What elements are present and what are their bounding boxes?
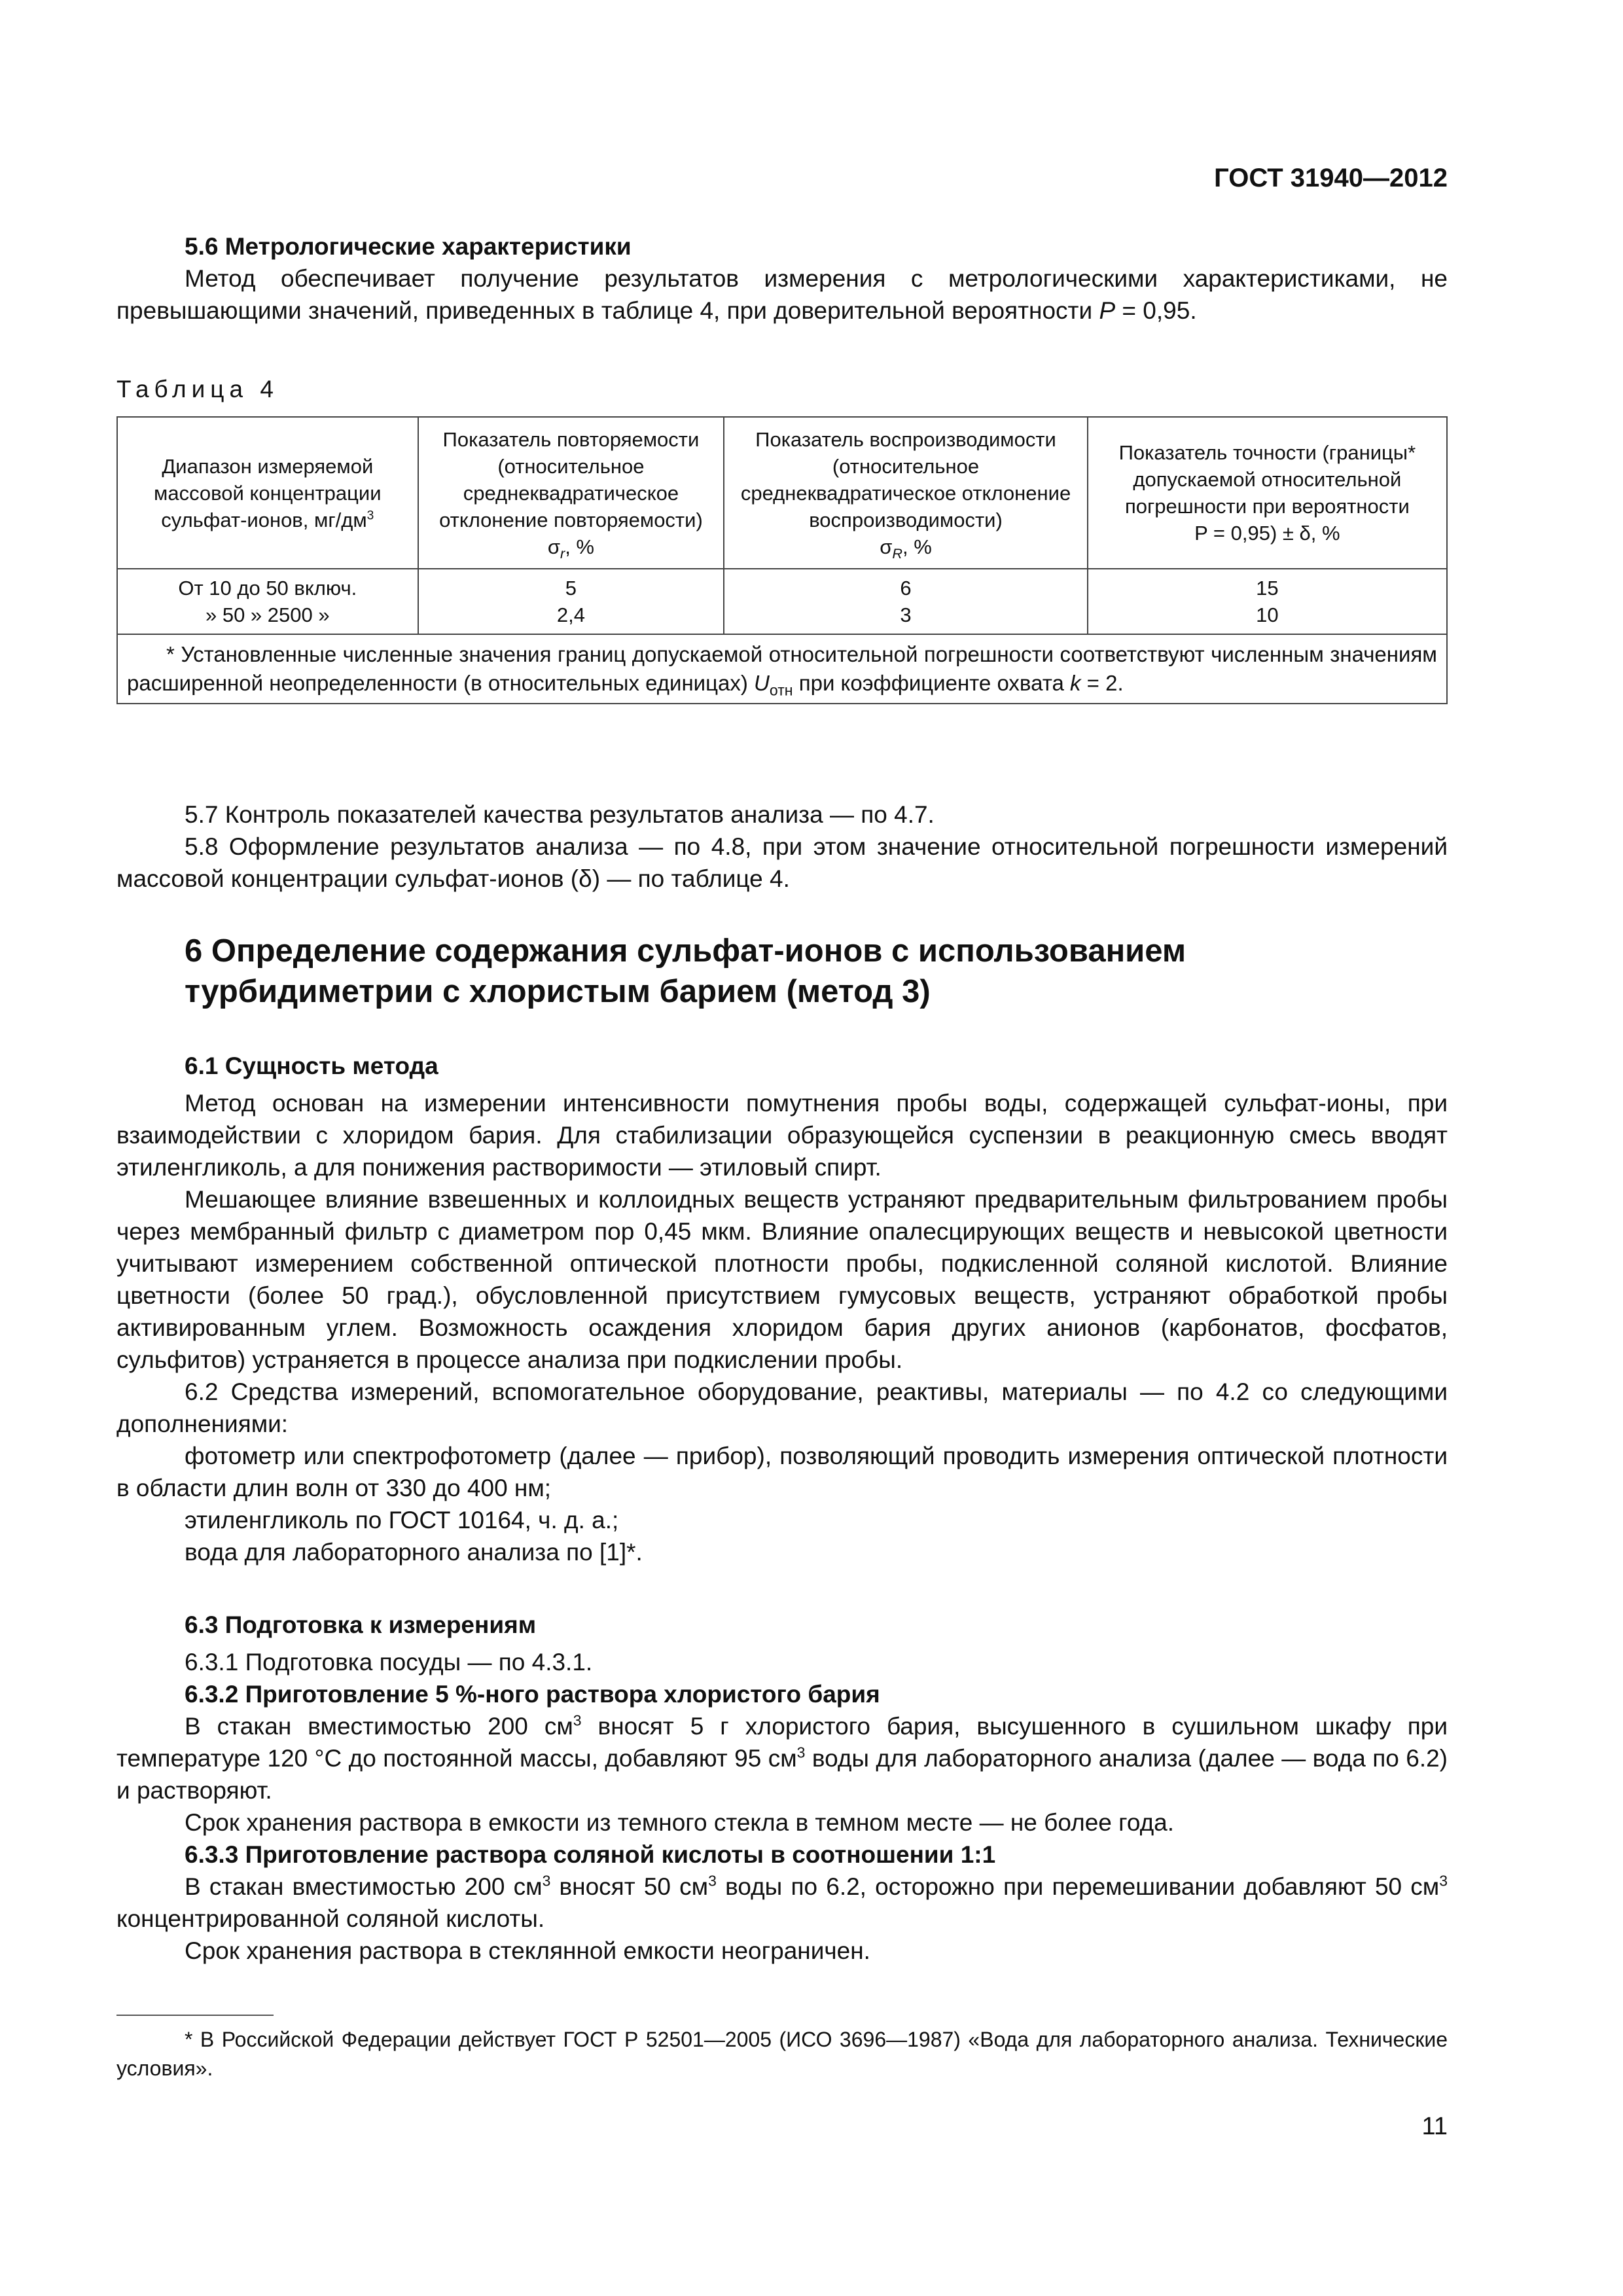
section-6-3-2-p2: Срок хранения раствора в емкости из темного стекла в темном месте — не более года. xyxy=(185,1809,1175,1836)
section-6-3-3-p2: Срок хранения раствора в стеклянной емкости неограничен. xyxy=(185,1937,870,1964)
section-6-2-p2: фотометр или спектрофотометр (далее — прибор), позволяющий проводить измерения оптической плотности в области длин волн от 330 до 400 нм; xyxy=(116,1443,1448,1501)
table-note-row xyxy=(117,634,1447,704)
sections-5-7-5-8 xyxy=(116,798,1448,895)
section-6-3-3-p1: В стакан вместимостью 200 $см^3$ вносят 50 $см^3$ воды по 6.2, осторожно при перемешивании добавляют 50 $см^3$ концентрированной соляной кислоты. xyxy=(116,1872,1448,1932)
section-6-2-p4: вода для лабораторного анализа по [1]*. xyxy=(185,1539,643,1566)
section-5-6-heading: 5.6 Метрологические характеристики xyxy=(185,233,632,260)
column-header-range: Диапазон измеряемой массовой концентрации сульфат-ионов, $мг/дм^3$ xyxy=(117,417,418,569)
table-4-container xyxy=(116,416,1448,704)
section-6-1-p2: Мешающее влияние взвешенных и коллоидных веществ устраняют предварительным фильтрованием пробы через мембранный фильтр с диаметром пор 0,45 мкм. Влияние опалесцирующих веществ и невысокой цветности учитывают измерением собственной оптической плотности пробы, подкисленной соляной кислотой. Влияние цветности (более 50 град.), обусловленной присутствием гумусовых веществ, устраняют обработкой пробы активированным углем. Возможность осаждения хлоридом бария других анионов (карбонатов, фосфатов, сульфитов) устраняется в процессе анализа при подкислении пробы. xyxy=(116,1186,1448,1373)
column-header-reproducibility: Показатель воспроизводимости (относительное среднеквадратическое отклонение воспроизводимости) $\sigma_R$, % xyxy=(724,417,1087,569)
table-note: * Установленные численные значения границ допускаемой относительной погрешности соответствуют численным значениям расширенной неопределенности (в относительных единицах) $U_{отн}$ при коэффициенте охвата k = 2. xyxy=(117,634,1447,704)
footnote-divider xyxy=(116,2015,274,2016)
section-6-3-2-p1: В стакан вместимостью 200 $см^3$ вносят 5 г хлористого бария, высушенного в сушильном шкафу при температуре 120 °С до постоянной массы, добавляют 95 $см^3$ воды для лабораторного анализа (далее — вода по 6.2) и растворяют. xyxy=(116,1712,1448,1804)
section-6-1 xyxy=(116,1050,1448,1568)
section-6-heading: 6 Определение содержания сульфат-ионов с использованием турбидиметрии с хлористым барием (метод 3) xyxy=(185,933,1186,1009)
table-body xyxy=(117,569,1447,634)
section-6-1-heading: 6.1 Сущность метода xyxy=(185,1052,438,1079)
table-cell-range: От 10 до 50 включ. » 50 » 2500 » xyxy=(117,569,418,634)
document-code: ГОСТ 31940—2012 xyxy=(1214,164,1448,192)
table-cell-repeatability: 5 2,4 xyxy=(418,569,724,634)
section-6-3 xyxy=(116,1609,1448,1967)
table-cell-accuracy: 15 10 xyxy=(1088,569,1447,634)
section-6-3-1: 6.3.1 Подготовка посуды — по 4.3.1. xyxy=(185,1649,593,1676)
section-6-3-2-heading: 6.3.2 Приготовление 5 %-ного раствора хлористого бария xyxy=(185,1681,880,1708)
page-number: 11 xyxy=(1421,2113,1448,2140)
section-6-2-p3: этиленгликоль по ГОСТ 10164, ч. д. а.; xyxy=(185,1507,619,1534)
table-header-row xyxy=(117,417,1447,569)
section-6-3-heading: 6.3 Подготовка к измерениям xyxy=(185,1611,537,1638)
section-5-6 xyxy=(116,230,1448,327)
section-5-8: 5.8 Оформление результатов анализа — по 4.8, при этом значение относительной погрешности измерений массовой концентрации сульфат-ионов (δ) — по таблице 4. xyxy=(116,833,1448,892)
table-label: Таблица 4 xyxy=(116,376,279,403)
section-5-6-text: Метод обеспечивает получение результатов измерения с метрологическими характеристиками, не превышающими значений, приведенных в таблице 4, при доверительной вероятности P = 0,95. xyxy=(116,265,1448,324)
section-6-1-p1: Метод основан на измерении интенсивности помутнения пробы воды, содержащей сульфат-ионы, при взаимодействии с хлоридом бария. Для стабилизации образующейся суспензии в реакционную смесь вводят этиленгликоль, а для понижения растворимости — этиловый спирт. xyxy=(116,1090,1448,1181)
section-6-3-3-heading: 6.3.3 Приготовление раствора соляной кислоты в соотношении 1:1 xyxy=(185,1841,996,1868)
table-4 xyxy=(116,416,1448,704)
footnote: * В Российской Федерации действует ГОСТ Р 52501—2005 (ИСО 3696—1987) «Вода для лабораторного анализа. Технические условия». xyxy=(116,2028,1448,2080)
section-6-2-p1: 6.2 Средства измерений, вспомогательное оборудование, реактивы, материалы — по 4.2 со следующими дополнениями: xyxy=(116,1378,1448,1437)
column-header-repeatability: Показатель повторяемости (относительное среднеквадратическое отклонение повторяемости) $\sigma_r$, % xyxy=(418,417,724,569)
table-cell-reproducibility: 6 3 xyxy=(724,569,1087,634)
column-header-accuracy: Показатель точности (границы* допускаемой относительной погрешности при вероятности P = 0,95) ± δ, % xyxy=(1088,417,1447,569)
section-5-7: 5.7 Контроль показателей качества результатов анализа — по 4.7. xyxy=(185,801,935,828)
